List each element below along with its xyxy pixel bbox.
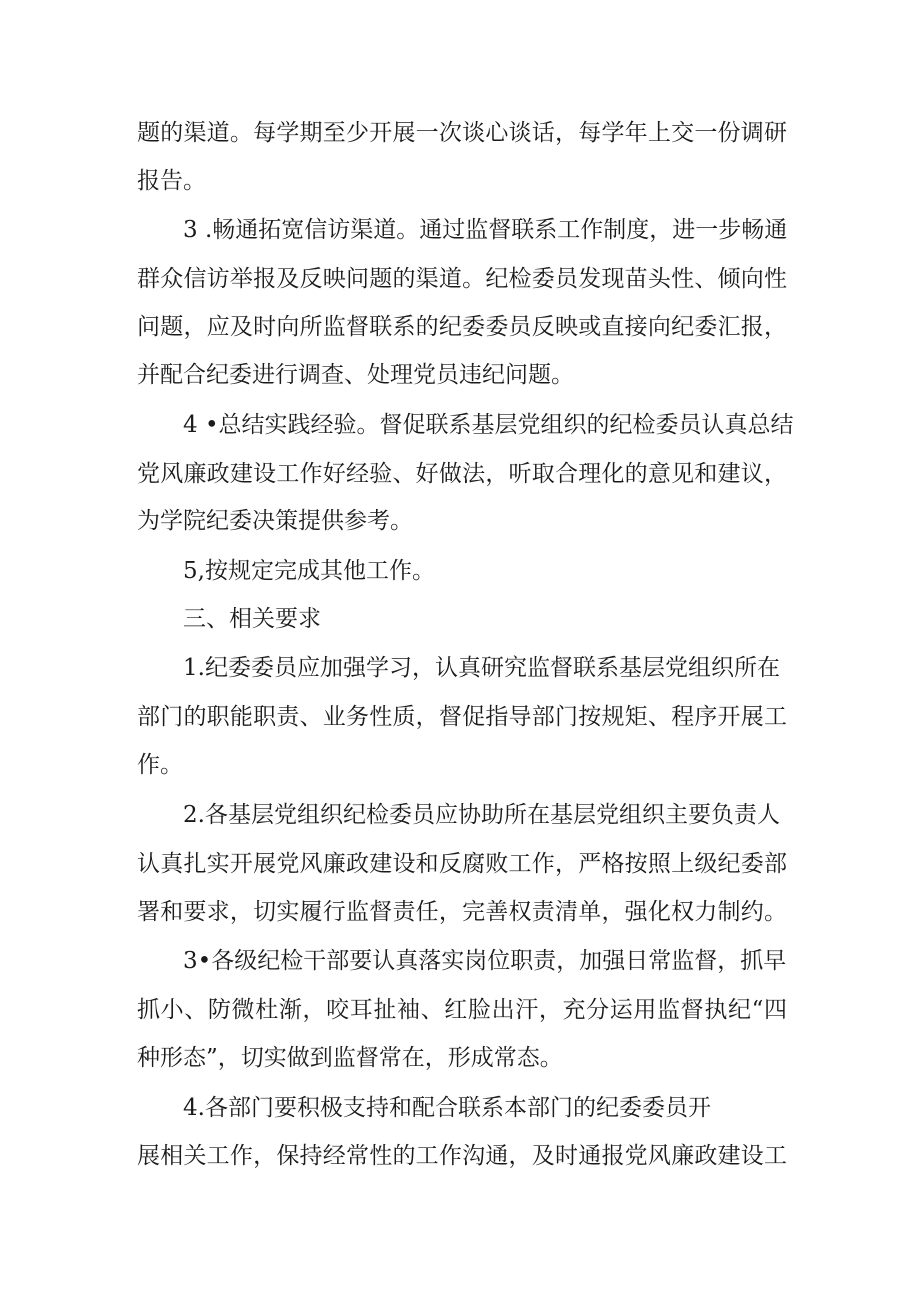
- text-line-4: 群众信访举报及反映问题的渠道。纪检委员发现苗头性、倾向性: [137, 266, 787, 292]
- text-line-17: 署和要求，切实履行监督责任，完善权责清单，强化权力制约。: [137, 899, 787, 925]
- text-line-16: 认真扎实开展党风廉政建设和反腐败工作，严格按照上级纪委部: [137, 851, 787, 877]
- text-line-9: 为学院纪委决策提供参考。: [137, 508, 413, 534]
- text-line-14: 作。: [137, 752, 183, 778]
- text-line-8: 党风廉政建设工作好经验、好做法，听取合理化的意见和建议，: [137, 461, 787, 487]
- text-line-5: 问题，应及时向所监督联系的纪委委员反映或直接向纪委汇报，: [137, 314, 787, 340]
- text-line-15: 2.各基层党组织纪检委员应协助所在基层党组织主要负责人: [183, 802, 780, 828]
- text-line-21: 4.各部门要积极支持和配合联系本部门的纪委委员开: [183, 1095, 711, 1121]
- section-heading: 三、相关要求: [183, 606, 321, 632]
- text-line-12: 1.纪委委员应加强学习，认真研究监督联系基层党组织所在: [183, 655, 780, 681]
- text-line-10: 5,按规定完成其他工作。: [183, 558, 435, 584]
- text-line-3: 3 .畅通拓宽信访渠道。通过监督联系工作制度，进一步畅通: [183, 217, 788, 243]
- text-line-2: 报告。: [137, 168, 206, 194]
- text-line-20: 种形态”，切实做到监督常在，形成常态。: [137, 1045, 563, 1071]
- text-line-7: 4 •总结实践经验。督促联系基层党组织的纪检委员认真总结: [183, 412, 794, 438]
- text-line-22: 展相关工作，保持经常性的工作沟通，及时通报党风廉政建设工: [137, 1143, 787, 1169]
- text-line-13: 部门的职能职责、业务性质，督促指导部门按规矩、程序开展工: [137, 704, 787, 730]
- text-line-6: 并配合纪委进行调查、处理党员违纪问题。: [137, 362, 574, 388]
- text-line-1: 题的渠道。每学期至少开展一次谈心谈话，每学年上交一份调研: [137, 120, 787, 146]
- text-line-19: 抓小、防微杜渐，咬耳扯袖、红脸出汗，充分运用监督执纪“四: [137, 997, 787, 1023]
- text-line-18: 3•各级纪检干部要认真落实岗位职责，加强日常监督，抓早: [183, 948, 787, 974]
